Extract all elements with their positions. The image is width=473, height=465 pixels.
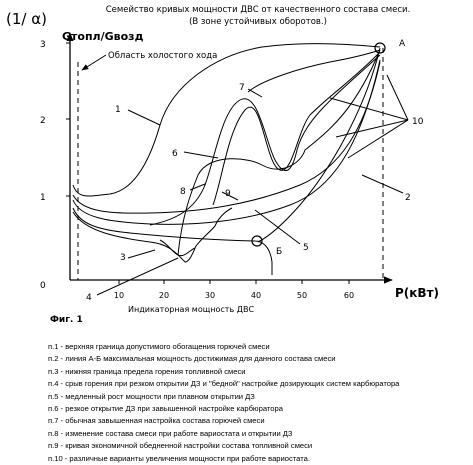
y-tick-label: 2 [40,116,46,126]
diagram-title: Семейство кривых мощности ДВС от качественного состава смеси. [105,5,411,15]
diagram-subtitle: (В зоне устойчивых оборотов.) [189,17,327,27]
curve-label: 4 [86,293,92,303]
point-b-label: Б [276,247,283,257]
x-tick-label: 10 [113,291,125,300]
legend-item: п.9 - кривая экономичной обедненной настройки состава топливной смеси [48,441,313,451]
y-axis-label: Gтопл/Gвозд [62,30,144,43]
curve-label: 5 [303,243,309,253]
legend-list [48,341,468,465]
curve-label: 7 [239,83,245,93]
y-axis-symbol: (1/ α) [6,10,47,28]
x-tick-label: 30 [204,291,216,300]
curve-5 [73,60,380,224]
point-a-label: А [399,39,406,49]
origin-label: 0 [40,281,46,291]
curve-label: 9 [225,189,231,199]
x-axis-label: P(кВт) [395,286,440,300]
legend-item: п.6 - резкое открытие ДЗ при завышенной настройке карбюратора [48,404,283,414]
legend-item: п.10 - различные варианты увеличения мощности при работе вариостата. [48,453,310,463]
legend-item: п.7 - обычная завышенная настройка состава горючей смеси [48,416,265,426]
legend-item: п.3 - нижняя граница предела горения топливной смеси [48,366,246,376]
idle-zone-arrow [82,55,106,70]
y-ticks [40,40,70,291]
legend-item: п.4 - срыв горения при резком открытии ДЗ и "бедной" настройке дозирующих систем карбюратора [48,379,400,389]
x-tick-label: 20 [158,291,170,300]
legend-item: п.2 - линия А-Б максимальная мощность достижимая для данного состава смеси [48,354,336,364]
legend-item: п.8 - изменение состава смеси при работе вариостата и открытии ДЗ [48,428,293,438]
x-tick-label: 40 [250,291,262,300]
legend-item: п.5 - медленный рост мощности при плавном открытии ДЗ [48,391,255,401]
y-tick-label: 3 [40,40,46,50]
curve-label: 2 [405,193,411,203]
y-tick-label: 1 [40,193,46,203]
curve-label: 8 [180,187,186,197]
legend-item: п.1 - верхняя граница допустимого обогащения горючей смеси [48,342,270,351]
curves [73,44,380,275]
x-axis-caption: Индикаторная мощность ДВС [128,305,255,314]
curve-8 [150,55,380,225]
x-tick-label: 60 [343,291,355,300]
x-tick-label: 50 [296,291,308,300]
curve-lower-dip [160,240,195,256]
curve-label: 10 [412,117,424,127]
figure-label: Фиг. 1 [50,315,83,325]
curve-label: 3 [120,253,126,263]
curve-label: 6 [172,149,178,159]
curve-label: 1 [115,105,121,115]
x-ticks [114,280,354,300]
idle-zone-label: Область холостого хода [108,51,218,61]
curve-7 [213,52,380,205]
